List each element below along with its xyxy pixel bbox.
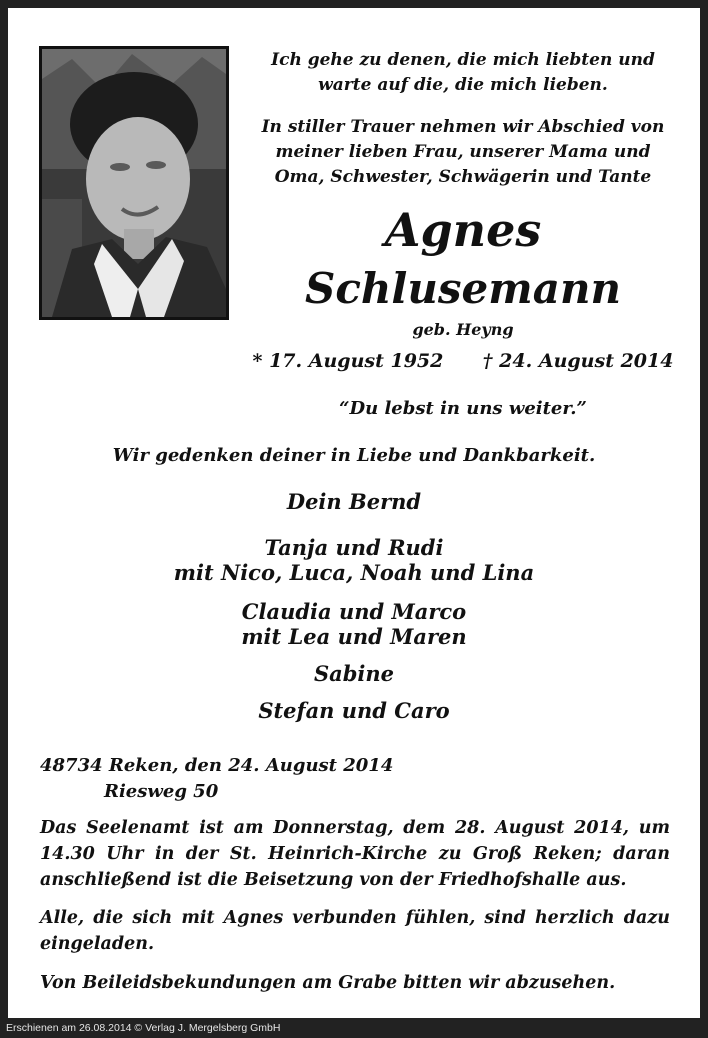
family-member: Sabine: [313, 661, 395, 686]
family-member: mit Lea und Maren: [241, 624, 467, 649]
family-member: Claudia und Marco: [241, 599, 467, 624]
intro-farewell: [243, 115, 683, 190]
invitation-paragraph: Alle, die sich mit Agnes verbunden fühlen, sind herzlich dazu eingeladen.: [40, 908, 670, 954]
family-member: Dein Bernd: [286, 489, 422, 514]
family-member: Tanja und Rudi: [264, 535, 444, 560]
intro-line: In stiller Trauer nehmen wir Abschied von: [261, 117, 665, 137]
obituary-card: [8, 8, 700, 1018]
portrait-image: [42, 49, 226, 317]
remembrance-line: Wir gedenken deiner in Liebe und Dankbarkeit.: [112, 445, 596, 466]
condolence-paragraph: Von Beileidsbekundungen am Grabe bitten wir abzusehen.: [40, 973, 616, 993]
family-member: Stefan und Caro: [258, 698, 450, 723]
intro-line: Ich gehe zu denen, die mich liebten und: [271, 50, 655, 70]
intro-line: meiner lieben Frau, unserer Mama und: [275, 142, 651, 162]
deceased-last-name: Schlusemann: [304, 264, 622, 313]
place-date: 48734 Reken, den 24. August 2014: [40, 755, 394, 776]
publication-footer: Erschienen am 26.08.2014 © Verlag J. Mergelsberg GmbH: [6, 1022, 281, 1034]
maiden-name: geb. Heyng: [412, 320, 514, 339]
deceased-first-name: Agnes: [384, 203, 542, 257]
death-date: † 24. August 2014: [482, 350, 674, 372]
service-paragraph: Das Seelenamt ist am Donnerstag, dem 28. August 2014, um 14.30 Uhr in der St. Heinrich-Kirche zu Groß Reken; daran anschließend ist die Beisetzung von der Friedhofshalle aus.: [40, 818, 670, 890]
street-address: Riesweg 50: [104, 781, 219, 802]
portrait-photo: [39, 46, 229, 320]
family-member: mit Nico, Luca, Noah und Lina: [173, 560, 535, 585]
intro-line: Oma, Schwester, Schwägerin und Tante: [274, 167, 652, 187]
birth-date: * 17. August 1952: [252, 350, 444, 372]
quote: “Du lebst in uns weiter.”: [339, 398, 587, 419]
intro-verse: [243, 48, 683, 98]
life-dates: [243, 350, 683, 372]
intro-line: warte auf die, die mich lieben.: [318, 75, 608, 95]
